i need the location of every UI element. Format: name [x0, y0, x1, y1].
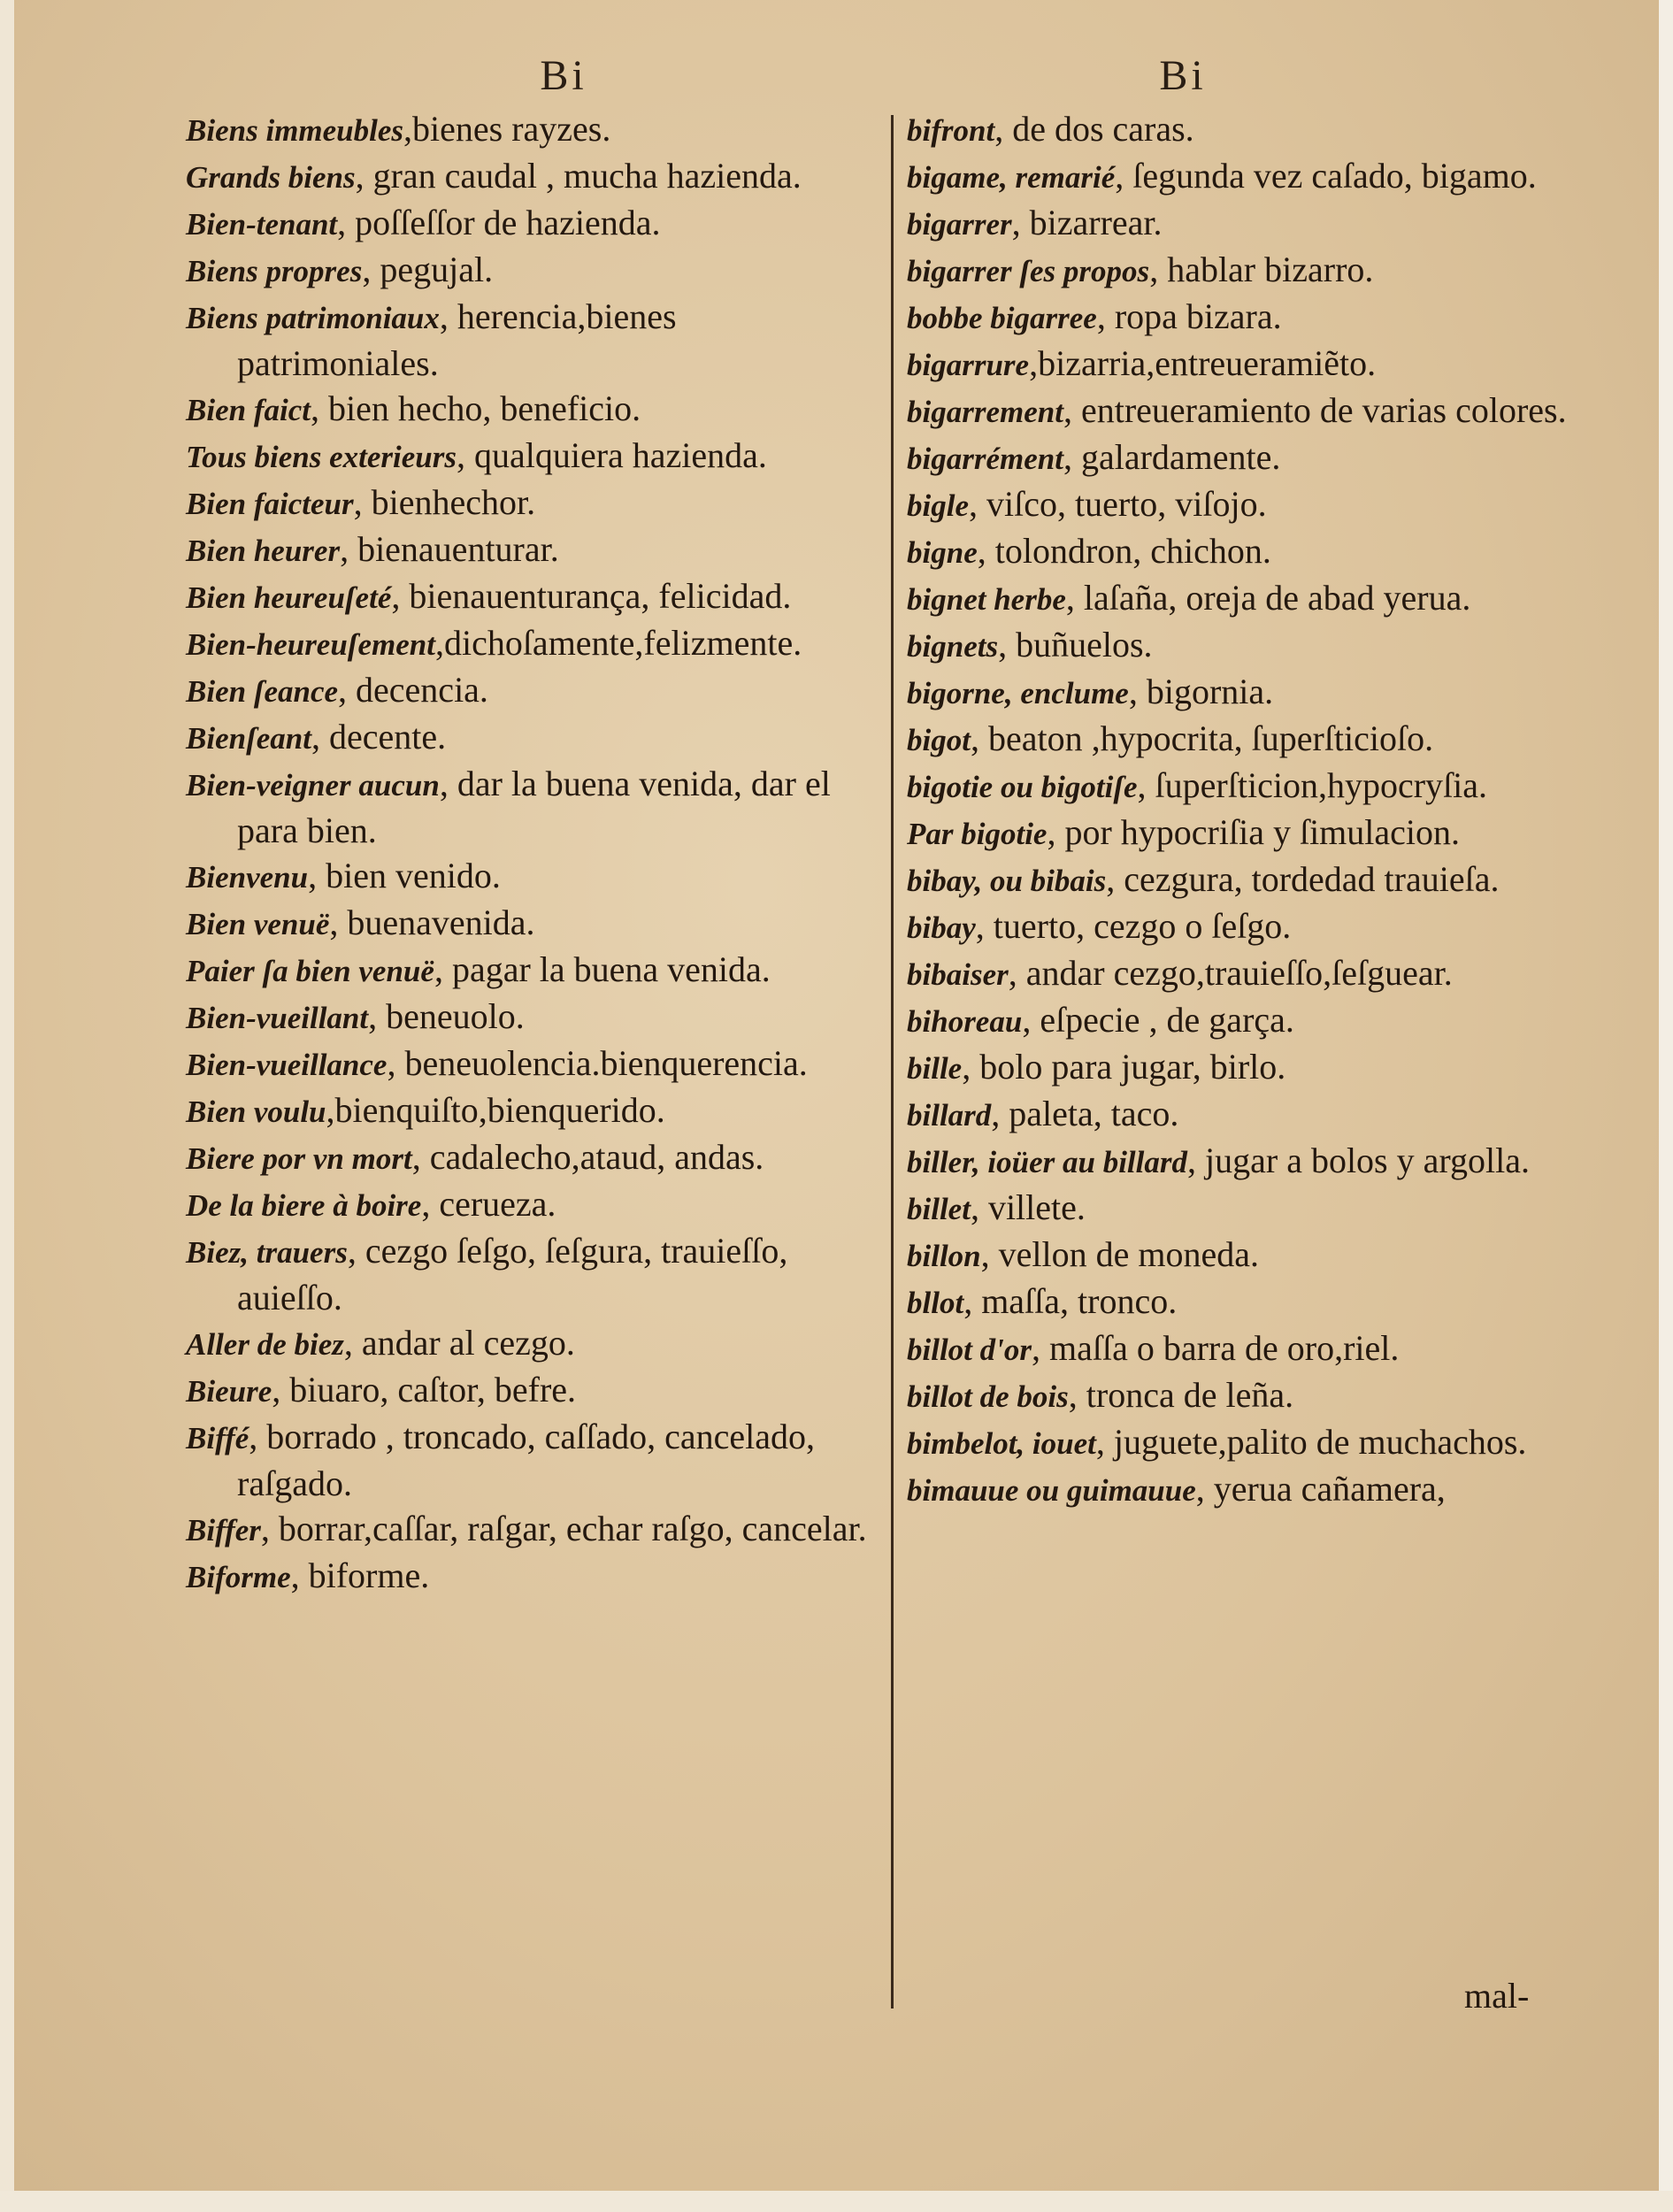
dictionary-entry	[186, 1320, 876, 1367]
entry-definition: , bien venido.	[308, 856, 501, 895]
entry-headword: bignet herbe	[907, 582, 1066, 617]
catchword: mal-	[1464, 1976, 1530, 2016]
dictionary-entry	[186, 1041, 876, 1087]
entry-definition: , buñuelos.	[998, 625, 1153, 664]
entry-headword: bigarrer ſes propos	[907, 254, 1150, 288]
dictionary-entry	[186, 480, 876, 526]
dictionary-entry	[907, 294, 1579, 341]
entry-headword: Bienſeant	[186, 721, 311, 756]
dictionary-entry	[907, 1466, 1579, 1513]
entry-definition: , ropa bizara.	[1096, 296, 1282, 336]
entry-headword: Grands biens	[186, 160, 356, 195]
entry-definition: , poſſeſſor de hazienda.	[337, 203, 661, 242]
dictionary-entry	[907, 247, 1579, 294]
entry-headword: billet	[907, 1192, 971, 1226]
dictionary-entry	[186, 106, 876, 153]
dictionary-entry	[907, 997, 1579, 1044]
entry-definition: , yerua cañamera,	[1195, 1469, 1446, 1509]
dictionary-entry	[186, 1414, 876, 1506]
entry-headword: bigotie ou bigotiſe	[907, 770, 1138, 804]
dictionary-entry	[907, 200, 1579, 247]
entry-headword: Bieure	[186, 1374, 272, 1409]
entry-definition: , maſſa, tronco.	[963, 1281, 1178, 1321]
entry-definition: , bolo para jugar, birlo.	[962, 1047, 1286, 1087]
dictionary-entry	[186, 761, 876, 853]
dictionary-entry	[186, 573, 876, 620]
entry-definition: , cezgura, tordedad trauieſa.	[1106, 859, 1500, 899]
entry-definition: , bienauenturança, felicidad.	[391, 576, 792, 616]
dictionary-entry	[907, 1138, 1579, 1185]
right-running-header: Bi	[1159, 52, 1207, 99]
entry-headword: Biens propres	[186, 254, 363, 288]
dictionary-entry	[186, 1087, 876, 1134]
entry-definition: , hablar bizarro.	[1149, 250, 1374, 289]
page-edge-bottom	[0, 2191, 1673, 2212]
entry-definition: , tolondron, chichon.	[977, 531, 1271, 571]
entry-headword: Par bigotie	[907, 817, 1048, 851]
dictionary-entry	[907, 1044, 1579, 1091]
dictionary-entry	[186, 853, 876, 900]
entry-headword: bibay, ou bibais	[907, 864, 1107, 898]
entry-definition: , beneuolo.	[368, 996, 525, 1036]
dictionary-entry	[186, 714, 876, 761]
dictionary-entry	[186, 1506, 876, 1553]
entry-headword: Bien faict	[186, 393, 311, 427]
dictionary-entry	[186, 433, 876, 480]
dictionary-entry	[907, 575, 1579, 622]
entry-headword: Bienvenu	[186, 860, 309, 895]
dictionary-entry	[907, 1185, 1579, 1232]
entry-headword: billot d'or	[907, 1333, 1032, 1367]
entry-headword: bigorne, enclume	[907, 676, 1129, 710]
dictionary-entry	[186, 947, 876, 994]
entry-headword: Bien-tenant	[186, 207, 338, 242]
dictionary-entry	[907, 1091, 1579, 1138]
entry-headword: bigame, remarié	[907, 160, 1116, 195]
dictionary-entry	[186, 1228, 876, 1320]
entry-headword: bigne	[907, 535, 978, 570]
entry-definition: , buenavenida.	[329, 902, 535, 942]
dictionary-entry	[186, 1367, 876, 1414]
entry-definition: , galardamente.	[1063, 437, 1281, 477]
entry-headword: bille	[907, 1051, 963, 1086]
dictionary-entry	[186, 386, 876, 433]
entry-headword: billard	[907, 1098, 992, 1133]
dictionary-entry	[907, 1419, 1579, 1466]
dictionary-entry	[186, 200, 876, 247]
entry-definition: , bien hecho, beneficio.	[310, 388, 641, 428]
dictionary-entry	[907, 341, 1579, 388]
entry-headword: De la biere à boire	[186, 1188, 422, 1223]
dictionary-entry	[907, 716, 1579, 763]
entry-definition: , laſaña, oreja de abad yerua.	[1065, 578, 1471, 618]
entry-definition: , jugar a bolos y argolla.	[1187, 1141, 1530, 1180]
dictionary-entry	[907, 434, 1579, 481]
dictionary-entry	[186, 153, 876, 200]
entry-definition: , pagar la buena venida.	[434, 949, 771, 989]
entry-headword: Biffer	[186, 1513, 261, 1548]
entry-definition: , paleta, taco.	[991, 1094, 1179, 1133]
dictionary-entry	[907, 481, 1579, 528]
dictionary-entry	[907, 1279, 1579, 1325]
left-running-header: Bi	[540, 52, 587, 99]
entry-definition: , andar cezgo,trauieſſo,ſeſguear.	[1008, 953, 1453, 993]
entry-definition: , decencia.	[338, 670, 488, 710]
entry-definition: , qualquiera hazienda.	[456, 435, 767, 475]
entry-definition: , borrado , troncado, caſſado, cancelado, raſgado.	[237, 1417, 816, 1503]
dictionary-entry	[907, 1232, 1579, 1279]
entry-definition: , vellon de moneda.	[980, 1234, 1259, 1274]
dictionary-entry	[907, 622, 1579, 669]
entry-headword: bobbe bigarree	[907, 301, 1097, 335]
entry-headword: bllot	[907, 1286, 964, 1320]
entry-definition: , gran caudal , mucha hazienda.	[355, 156, 802, 196]
entry-headword: bignets	[907, 629, 999, 664]
dictionary-entry	[907, 1372, 1579, 1419]
entry-definition: , dar la buena venida, dar el para bien.	[237, 764, 831, 850]
entry-headword: Bien-vueillant	[186, 1001, 369, 1035]
entry-definition: , biforme.	[290, 1555, 430, 1595]
dictionary-entry	[907, 1325, 1579, 1372]
page-edge-left	[0, 0, 14, 2212]
dictionary-entry	[186, 1134, 876, 1181]
entry-headword: bigarrure	[907, 348, 1030, 382]
entry-definition: , tronca de leña.	[1068, 1375, 1294, 1415]
dictionary-entry	[907, 388, 1579, 434]
dictionary-entry	[186, 247, 876, 294]
dictionary-entry	[907, 763, 1579, 810]
entry-headword: bihoreau	[907, 1004, 1023, 1039]
entry-headword: Aller de biez	[186, 1327, 344, 1362]
dictionary-entry	[907, 903, 1579, 950]
dictionary-entry	[907, 669, 1579, 716]
entry-definition: ,bienquiſto,bienquerido.	[326, 1090, 665, 1130]
entry-definition: , andar al cezgo.	[343, 1323, 575, 1363]
entry-headword: Biez, trauers	[186, 1235, 348, 1270]
dictionary-entry	[186, 1553, 876, 1600]
entry-definition: , bienhechor.	[353, 482, 536, 522]
entry-headword: bifront	[907, 113, 995, 148]
entry-headword: Biens immeubles	[186, 113, 403, 148]
dictionary-entry	[907, 106, 1579, 153]
dictionary-entry	[907, 153, 1579, 200]
entry-definition: ,bizarria,entreueramiẽto.	[1029, 343, 1377, 383]
entry-headword: Bien venuë	[186, 907, 330, 941]
entry-headword: Bien faicteur	[186, 487, 354, 521]
entry-headword: bigarrer	[907, 207, 1012, 242]
entry-headword: bimbelot, iouet	[907, 1426, 1096, 1461]
entry-definition: , viſco, tuerto, viſojo.	[968, 484, 1267, 524]
entry-headword: Biens patrimoniaux	[186, 301, 440, 335]
dictionary-entry	[907, 856, 1579, 903]
left-column	[186, 106, 876, 1600]
entry-headword: bibay	[907, 910, 976, 945]
entry-headword: Biffé	[186, 1421, 249, 1455]
entry-headword: bigarrément	[907, 442, 1063, 476]
dictionary-entry	[186, 1181, 876, 1228]
entry-headword: bimauue ou guimauue	[907, 1473, 1196, 1508]
entry-definition: , ſegunda vez caſado, bigamo.	[1115, 156, 1537, 196]
entry-definition: , por hypocriſia y ſimulacion.	[1047, 812, 1461, 852]
entry-headword: Bien heureuſeté	[186, 580, 392, 615]
page-edge-right	[1659, 0, 1673, 2212]
dictionary-entry	[186, 294, 876, 386]
entry-definition: , bigornia.	[1128, 672, 1274, 711]
dictionary-entry	[907, 528, 1579, 575]
dictionary-entry	[186, 526, 876, 573]
entry-headword: bigarrement	[907, 395, 1063, 429]
entry-definition: , bizarrear.	[1011, 203, 1163, 242]
entry-definition: ,bienes rayzes.	[403, 109, 611, 149]
entry-headword: Bien-veigner aucun	[186, 768, 440, 803]
entry-definition: , cadalecho,ataud, andas.	[411, 1137, 764, 1177]
entry-headword: Bien-heureuſement	[186, 627, 435, 662]
entry-definition: , villete.	[970, 1187, 1086, 1227]
entry-definition: ,dichoſamente,felizmente.	[434, 623, 802, 663]
dictionary-entry	[907, 810, 1579, 856]
entry-headword: Bien ſeance	[186, 674, 339, 709]
entry-definition: , cerueza.	[421, 1184, 556, 1224]
entry-definition: , eſpecie , de garça.	[1022, 1000, 1294, 1040]
entry-definition: , tuerto, cezgo o ſeſgo.	[975, 906, 1292, 946]
entry-definition: , maſſa o barra de oro,riel.	[1032, 1328, 1400, 1368]
dictionary-entry	[186, 620, 876, 667]
entry-definition: , bienauenturar.	[340, 529, 559, 569]
entry-headword: bigle	[907, 488, 969, 523]
entry-definition: , entreueramiento de varias colores.	[1063, 390, 1567, 430]
entry-definition: , borrar,caſſar, raſgar, echar raſgo, cancelar.	[260, 1509, 867, 1548]
entry-headword: Biere por vn mort	[186, 1141, 412, 1176]
entry-headword: Bien voulu	[186, 1094, 326, 1129]
entry-definition: , pegujal.	[362, 250, 494, 289]
entry-definition: , beneuolencia.bienquerencia.	[387, 1043, 808, 1083]
entry-definition: , herencia,bienes patrimoniales.	[237, 296, 677, 383]
dictionary-entry	[186, 667, 876, 714]
entry-headword: Tous biens exterieurs	[186, 440, 457, 474]
entry-headword: Biforme	[186, 1560, 291, 1594]
entry-headword: Bien heurer	[186, 534, 341, 568]
entry-headword: biller, ioüer au billard	[907, 1145, 1187, 1179]
entry-headword: bibaiser	[907, 957, 1009, 992]
entry-definition: , de dos caras.	[994, 109, 1194, 149]
entry-definition: , cezgo ſeſgo, ſeſgura, trauieſſo, auieſſo.	[237, 1231, 788, 1317]
dictionary-entry	[186, 900, 876, 947]
entry-definition: , juguete,palito de muchachos.	[1095, 1422, 1527, 1462]
dictionary-entry	[186, 994, 876, 1041]
entry-headword: bigot	[907, 723, 971, 757]
entry-headword: billot de bois	[907, 1379, 1069, 1414]
entry-definition: , beaton ,hypocrita, ſuperſticioſo.	[970, 718, 1434, 758]
entry-definition: , biuaro, caſtor, befre.	[272, 1370, 577, 1409]
entry-definition: , decente.	[311, 717, 447, 757]
dictionary-entry	[907, 950, 1579, 997]
column-rule	[891, 115, 894, 2008]
right-column	[907, 106, 1579, 1513]
entry-headword: Bien-vueillance	[186, 1048, 388, 1082]
entry-headword: Paier ſa bien venuë	[186, 954, 434, 988]
entry-headword: billon	[907, 1239, 981, 1273]
entry-definition: , ſuperſticion,hypocryſia.	[1137, 765, 1487, 805]
